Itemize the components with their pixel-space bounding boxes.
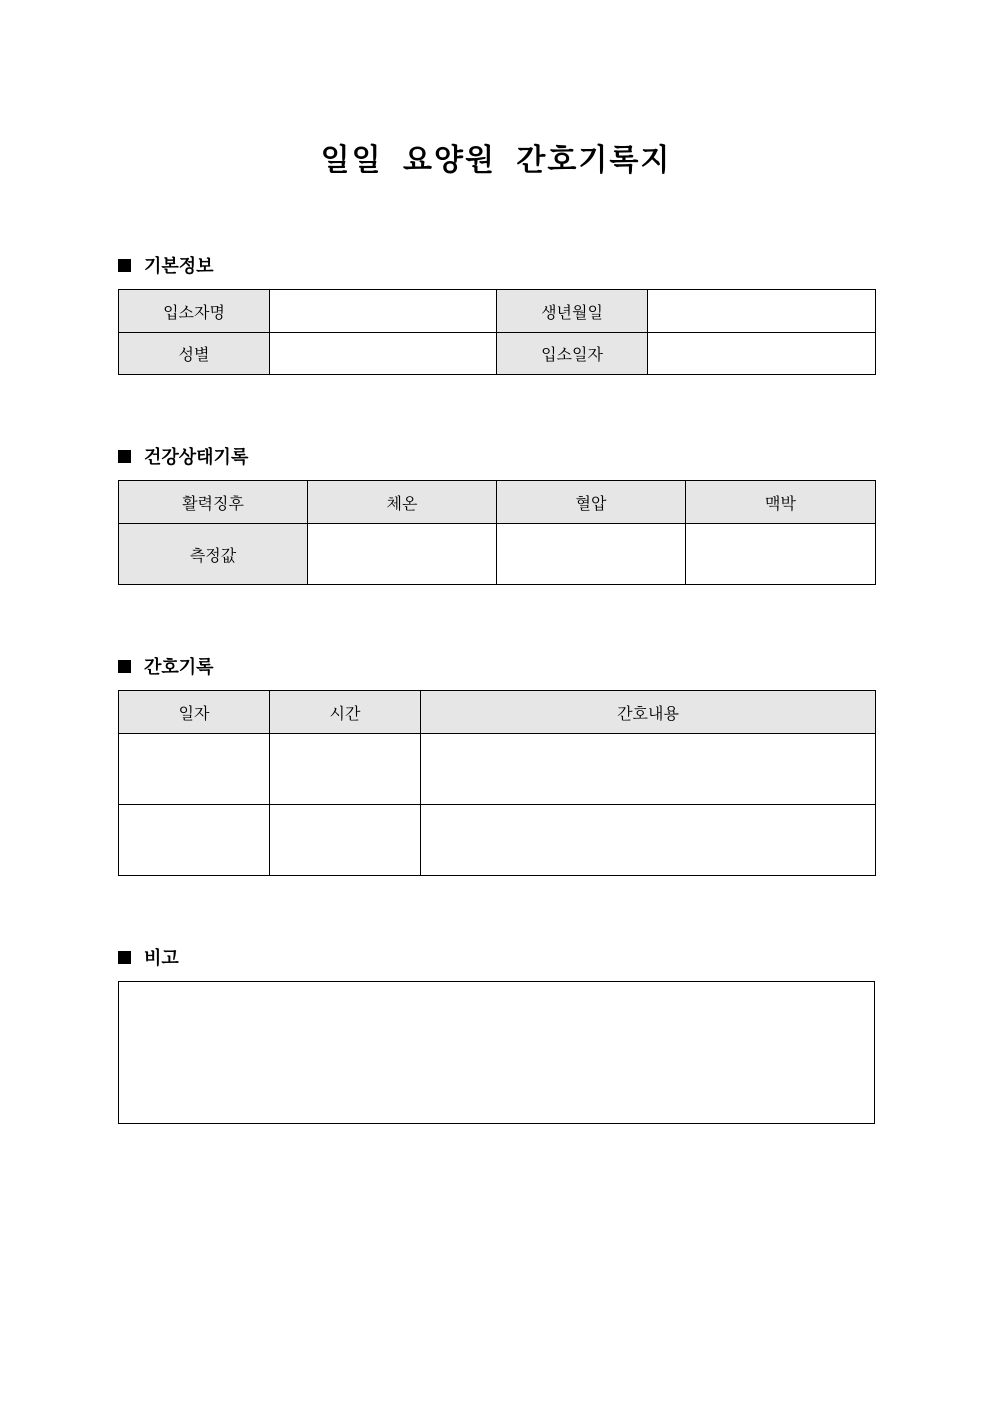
column-header-time: 시간 [270,691,421,734]
square-bullet-icon [118,450,131,463]
section-heading-nursing-record [118,654,214,678]
table-row [119,333,876,375]
pulse-field[interactable] [686,524,876,585]
gender-label: 성별 [119,333,270,375]
square-bullet-icon [118,660,131,673]
birth-date-field[interactable] [648,290,876,333]
date-field[interactable] [119,734,270,805]
square-bullet-icon [118,951,131,964]
column-header-temperature: 체온 [308,481,497,524]
section-title: 간호기록 [144,657,214,678]
column-header-nursing-content: 간호내용 [421,691,876,734]
table-row [119,734,876,805]
blood-pressure-field[interactable] [497,524,686,585]
basic-info-table [118,289,876,375]
page-title: 일일 요양원 간호기록지 [320,143,672,178]
nursing-record-table [118,690,876,876]
admission-date-field[interactable] [648,333,876,375]
square-bullet-icon [118,259,131,272]
section-heading-health-status [118,444,248,468]
health-status-table [118,480,876,585]
table-header-row [119,481,876,524]
temperature-field[interactable] [308,524,497,585]
table-row [119,290,876,333]
resident-name-field[interactable] [270,290,497,333]
nursing-content-field[interactable] [421,734,876,805]
section-title: 건강상태기록 [144,447,249,468]
column-header-vital-signs: 활력징후 [119,481,308,524]
column-header-blood-pressure: 혈압 [497,481,686,524]
resident-name-label: 입소자명 [119,290,270,333]
time-field[interactable] [270,734,421,805]
admission-date-label: 입소일자 [497,333,648,375]
column-header-pulse: 맥박 [686,481,876,524]
nursing-content-field[interactable] [421,805,876,876]
gender-field[interactable] [270,333,497,375]
remarks-box[interactable] [118,981,875,1124]
section-title: 기본정보 [144,256,214,277]
measurement-row-label: 측정값 [119,524,308,585]
time-field[interactable] [270,805,421,876]
section-heading-basic-info [118,253,214,277]
table-row [119,805,876,876]
column-header-date: 일자 [119,691,270,734]
section-heading-remarks [118,945,179,969]
table-header-row [119,691,876,734]
date-field[interactable] [119,805,270,876]
table-row [119,524,876,585]
birth-date-label: 생년월일 [497,290,648,333]
section-title: 비고 [144,948,179,969]
